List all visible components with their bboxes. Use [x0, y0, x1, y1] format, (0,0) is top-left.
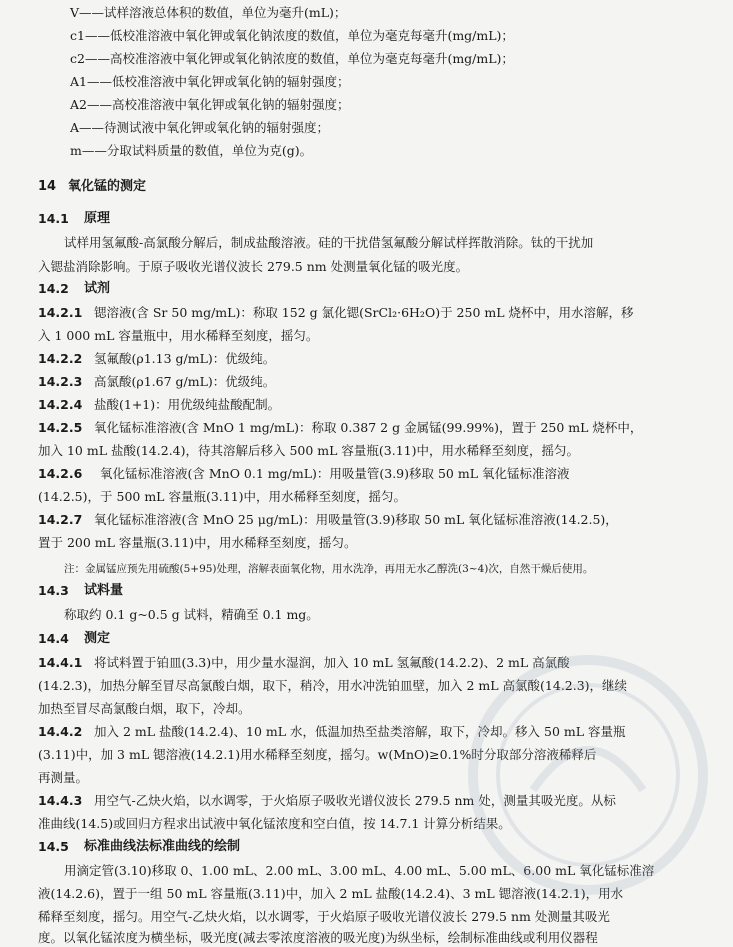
clause-text-line: (3.11)中，加 3 mL 锶溶液(14.2.1)用水稀释至刻度，摇匀。w(MnO)≥0.1%时分取部分溶液稀释后	[38, 747, 597, 762]
section-14-1-title: 原理	[84, 211, 111, 226]
clause-text-line: (14.2.3)，加热分解至冒尽高氯酸白烟，取下，稍冷，用水冲洗铂皿壁，加入 2 mL 高氯酸(14.2.3)，继续	[38, 678, 628, 693]
section-14-3-title: 试料量	[84, 583, 124, 598]
clause-text-line: 用滴定管(3.10)移取 0、1.00 mL、2.00 mL、3.00 mL、4.00 mL、5.00 mL、6.00 mL 氧化锰标准溶	[64, 863, 655, 878]
clause-text-line: (14.2.5)，于 500 mL 容量瓶(3.11)中，用水稀释至刻度，摇匀。	[38, 489, 407, 504]
definition-c1: c1——低校准溶液中氧化钾或氧化钠浓度的数值，单位为毫克每毫升(mg/mL)；	[70, 28, 514, 43]
section-14-3-number: 14.3	[38, 583, 69, 598]
sample-amount-text: 称取约 0.1 g~0.5 g 试料，精确至 0.1 mg。	[64, 607, 319, 622]
clause-text-line: 准曲线(14.5)或回归方程求出试液中氧化锰浓度和空白值，按 14.7.1 计算分析结果。	[38, 816, 511, 831]
clause-14-2-6-number: 14.2.6	[38, 466, 83, 481]
note-text: 注：金属锰应预先用硫酸(5+95)处理，溶解表面氧化物，用水洗净，再用无水乙醇洗(3~4)次，自然干燥后使用。	[64, 563, 594, 575]
clause-text-line: 液(14.2.6)，置于一组 50 mL 容量瓶(3.11)中，加入 2 mL 盐酸(14.2.4)、3 mL 锶溶液(14.2.1)，用水	[38, 886, 624, 901]
section-14-2-title: 试剂	[84, 281, 111, 296]
clause-text-line: 氧化锰标准溶液(含 MnO 25 μg/mL)：用吸量管(3.9)移取 50 mL 氧化锰标准溶液(14.2.5)，	[94, 512, 618, 527]
section-14-number: 14	[38, 179, 57, 194]
clause-text-line: 氢氟酸(ρ1.13 g/mL)：优级纯。	[94, 351, 276, 366]
clause-text-line: 加热至冒尽高氯酸白烟，取下，冷却。	[38, 701, 251, 716]
section-14-4-title: 测定	[84, 631, 111, 646]
clause-text-line: 度。以氧化锰浓度为横坐标，吸光度(减去零浓度溶液的吸光度)为纵坐标，绘制标准曲线或利用仪器程	[38, 930, 598, 945]
definition-a1: A1——低校准溶液中氧化钾或氧化钠的辐射强度；	[70, 74, 350, 89]
definition-c2: c2——高校准溶液中氧化钾或氧化钠浓度的数值，单位为毫克每毫升(mg/mL)；	[70, 51, 514, 66]
clause-text-line: 将试料置于铂皿(3.3)中，用少量水湿润，加入 10 mL 氢氟酸(14.2.2)、2 mL 高氯酸	[94, 655, 570, 670]
section-14-title: 氧化锰的测定	[68, 179, 147, 194]
section-14-5-number: 14.5	[38, 839, 69, 854]
clause-14-4-3-number: 14.4.3	[38, 793, 83, 808]
clause-text-line: 入 1 000 mL 容量瓶中，用水稀释至刻度，摇匀。	[38, 328, 319, 343]
clause-text-line: 氧化锰标准溶液(含 MnO 1 mg/mL)：称取 0.387 2 g 金属锰(99.99%)，置于 250 mL 烧杯中，	[94, 420, 643, 435]
definition-m: m——分取试料质量的数值，单位为克(g)。	[70, 143, 313, 158]
clause-text-line: 再测量。	[38, 770, 89, 785]
section-14-4-number: 14.4	[38, 631, 69, 646]
principle-paragraph-line: 入锶盐消除影响。于原子吸收光谱仪波长 279.5 nm 处测量氧化锰的吸光度。	[38, 259, 469, 274]
clause-14-2-3-number: 14.2.3	[38, 374, 83, 389]
section-14-5-title: 标准曲线法标准曲线的绘制	[84, 839, 241, 854]
clause-14-2-5-number: 14.2.5	[38, 420, 83, 435]
clause-text-line: 稀释至刻度，摇匀。用空气-乙炔火焰，以水调零，于火焰原子吸收光谱仪波长 279.5 nm 处测量其吸光	[38, 909, 610, 924]
clause-14-4-2-number: 14.4.2	[38, 724, 83, 739]
clause-text-line: 加入 2 mL 盐酸(14.2.4)、10 mL 水，低温加热至盐类溶解，取下，冷却。移入 50 mL 容量瓶	[94, 724, 626, 739]
clause-14-4-1-number: 14.4.1	[38, 655, 83, 670]
clause-text-line: 锶溶液(含 Sr 50 mg/mL)：称取 152 g 氯化锶(SrCl₂·6H₂O)于 250 mL 烧杯中，用水溶解，移	[94, 305, 634, 320]
clause-text-line: 加入 10 mL 盐酸(14.2.4)，待其溶解后移入 500 mL 容量瓶(3.11)中，用水稀释至刻度，摇匀。	[38, 443, 580, 458]
clause-text-line: 氧化锰标准溶液(含 MnO 0.1 mg/mL)：用吸量管(3.9)移取 50 mL 氧化锰标准溶液	[100, 466, 570, 481]
clause-text-line: 盐酸(1+1)：用优级纯盐酸配制。	[94, 397, 281, 412]
definition-a: A——待测试液中氧化钾或氧化钠的辐射强度；	[70, 120, 330, 135]
clause-text-line: 置于 200 mL 容量瓶(3.11)中，用水稀释至刻度，摇匀。	[38, 535, 357, 550]
clause-14-2-4-number: 14.2.4	[38, 397, 83, 412]
section-14-1-number: 14.1	[38, 211, 69, 226]
clause-text-line: 用空气-乙炔火焰，以水调零，于火焰原子吸收光谱仪波长 279.5 nm 处，测量其吸光度。从标	[94, 793, 616, 808]
definition-v: V——试样溶液总体积的数值，单位为毫升(mL)；	[70, 5, 347, 20]
clause-14-2-7-number: 14.2.7	[38, 512, 83, 527]
principle-paragraph-line: 试样用氢氟酸-高氯酸分解后，制成盐酸溶液。硅的干扰借氢氟酸分解试样挥散消除。钛的干扰加	[64, 235, 594, 250]
clause-14-2-1-number: 14.2.1	[38, 305, 83, 320]
section-14-2-number: 14.2	[38, 281, 69, 296]
clause-text-line: 高氯酸(ρ1.67 g/mL)：优级纯。	[94, 374, 276, 389]
clause-14-2-2-number: 14.2.2	[38, 351, 83, 366]
definition-a2: A2——高校准溶液中氧化钾或氧化钠的辐射强度；	[70, 97, 350, 112]
